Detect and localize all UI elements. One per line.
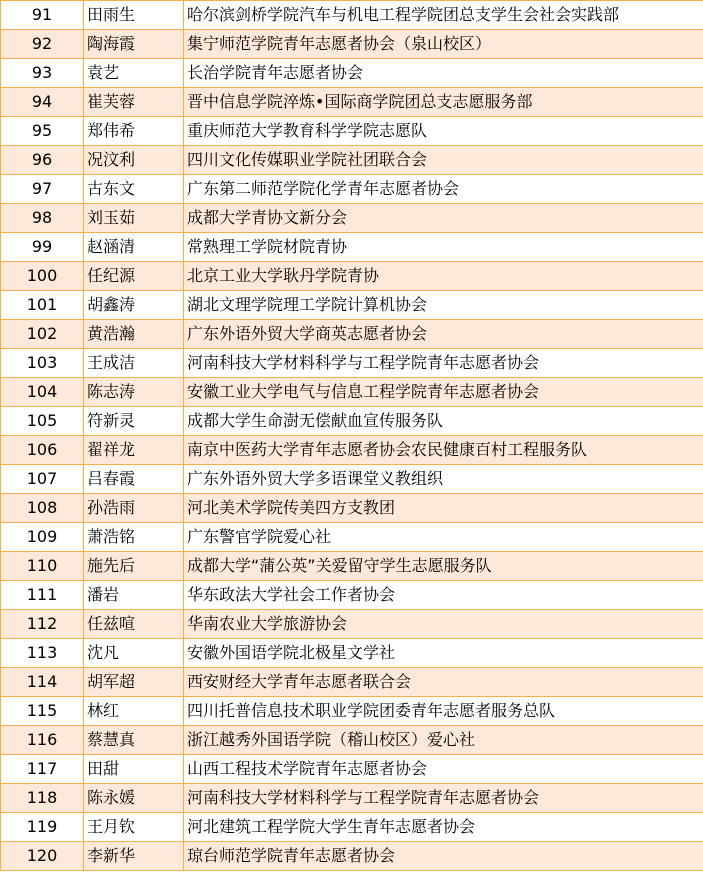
organization-name: 华东政法大学社会工作者协会 (184, 581, 703, 610)
row-number: 102 (1, 320, 84, 349)
person-name: 王月钦 (84, 813, 184, 842)
organization-name: 湖北文理学院理工学院计算机协会 (184, 291, 703, 320)
row-number: 115 (1, 697, 84, 726)
row-number: 107 (1, 465, 84, 494)
row-number: 112 (1, 610, 84, 639)
person-name: 况汶利 (84, 146, 184, 175)
table-row (1, 668, 703, 697)
organization-name: 重庆师范大学教育科学学院志愿队 (184, 117, 703, 146)
table-row (1, 610, 703, 639)
organization-name: 成都大学生命澍无偿献血宣传服务队 (184, 407, 703, 436)
person-name: 潘岩 (84, 581, 184, 610)
organization-name: 北京工业大学耿丹学院青协 (184, 262, 703, 291)
organization-name: 琼台师范学院青年志愿者协会 (184, 842, 703, 871)
table-row (1, 291, 703, 320)
row-number: 111 (1, 581, 84, 610)
person-name: 符新灵 (84, 407, 184, 436)
organization-name: 集宁师范学院青年志愿者协会（泉山校区） (184, 30, 703, 59)
row-number: 92 (1, 30, 84, 59)
table-row (1, 349, 703, 378)
organization-name: 长治学院青年志愿者协会 (184, 59, 703, 88)
row-number: 106 (1, 436, 84, 465)
person-name: 孙浩雨 (84, 494, 184, 523)
table-row (1, 407, 703, 436)
person-name: 陶海霞 (84, 30, 184, 59)
organization-name: 哈尔滨剑桥学院汽车与机电工程学院团总支学生会社会实践部 (184, 1, 703, 30)
row-number: 93 (1, 59, 84, 88)
table-row (1, 726, 703, 755)
organization-name: 河北建筑工程学院大学生青年志愿者协会 (184, 813, 703, 842)
person-name: 田甜 (84, 755, 184, 784)
person-name: 蔡慧真 (84, 726, 184, 755)
row-number: 105 (1, 407, 84, 436)
organization-name: 广东外语外贸大学多语课堂义教组织 (184, 465, 703, 494)
table-row (1, 697, 703, 726)
row-number: 103 (1, 349, 84, 378)
person-name: 翟祥龙 (84, 436, 184, 465)
row-number: 120 (1, 842, 84, 871)
organization-name: 浙江越秀外国语学院（稽山校区）爱心社 (184, 726, 703, 755)
organization-name: 广东第二师范学院化学青年志愿者协会 (184, 175, 703, 204)
row-number: 100 (1, 262, 84, 291)
organization-name: 广东警官学院爱心社 (184, 523, 703, 552)
organization-name: 成都大学“蒲公英”关爱留守学生志愿服务队 (184, 552, 703, 581)
organization-name: 广东外语外贸大学商英志愿者协会 (184, 320, 703, 349)
organization-name: 河北美术学院传美四方支教团 (184, 494, 703, 523)
row-number: 96 (1, 146, 84, 175)
person-name: 崔芙蓉 (84, 88, 184, 117)
organization-name: 安徽外国语学院北极星文学社 (184, 639, 703, 668)
organization-name: 常熟理工学院材院青协 (184, 233, 703, 262)
table-row (1, 175, 703, 204)
row-number: 94 (1, 88, 84, 117)
row-number: 117 (1, 755, 84, 784)
table-row (1, 465, 703, 494)
person-name: 田雨生 (84, 1, 184, 30)
organization-name: 河南科技大学材料科学与工程学院青年志愿者协会 (184, 349, 703, 378)
table-row (1, 784, 703, 813)
table-row (1, 581, 703, 610)
table-row (1, 262, 703, 291)
table-row (1, 204, 703, 233)
person-name: 陈永媛 (84, 784, 184, 813)
person-name: 李新华 (84, 842, 184, 871)
table-row (1, 146, 703, 175)
table-row (1, 30, 703, 59)
table-row (1, 755, 703, 784)
organization-name: 河南科技大学材料科学与工程学院青年志愿者协会 (184, 784, 703, 813)
row-number: 104 (1, 378, 84, 407)
row-number: 118 (1, 784, 84, 813)
row-number: 91 (1, 1, 84, 30)
person-name: 胡军超 (84, 668, 184, 697)
row-number: 99 (1, 233, 84, 262)
table-row (1, 436, 703, 465)
person-name: 沈凡 (84, 639, 184, 668)
row-number: 116 (1, 726, 84, 755)
row-number: 108 (1, 494, 84, 523)
person-name: 任兹喧 (84, 610, 184, 639)
table-row (1, 842, 703, 871)
organization-name: 山西工程技术学院青年志愿者协会 (184, 755, 703, 784)
person-name: 吕春霞 (84, 465, 184, 494)
organization-name: 四川托普信息技术职业学院团委青年志愿者服务总队 (184, 697, 703, 726)
organization-name: 安徽工业大学电气与信息工程学院青年志愿者协会 (184, 378, 703, 407)
person-name: 萧浩铭 (84, 523, 184, 552)
table-row (1, 639, 703, 668)
person-name: 袁艺 (84, 59, 184, 88)
row-number: 110 (1, 552, 84, 581)
organization-name: 华南农业大学旅游协会 (184, 610, 703, 639)
person-name: 林红 (84, 697, 184, 726)
organization-name: 西安财经大学青年志愿者联合会 (184, 668, 703, 697)
organization-name: 成都大学青协文新分会 (184, 204, 703, 233)
person-name: 胡鑫涛 (84, 291, 184, 320)
row-number: 101 (1, 291, 84, 320)
row-number: 114 (1, 668, 84, 697)
person-name: 王成洁 (84, 349, 184, 378)
organization-name: 晋中信息学院淬炼•国际商学院团总支志愿服务部 (184, 88, 703, 117)
row-number: 95 (1, 117, 84, 146)
row-number: 119 (1, 813, 84, 842)
table-row (1, 88, 703, 117)
person-name: 刘玉茹 (84, 204, 184, 233)
person-name: 古东文 (84, 175, 184, 204)
table-row (1, 523, 703, 552)
person-name: 任纪源 (84, 262, 184, 291)
person-name: 黄浩瀚 (84, 320, 184, 349)
table-row (1, 59, 703, 88)
person-name: 赵涵清 (84, 233, 184, 262)
organization-name: 四川文化传媒职业学院社团联合会 (184, 146, 703, 175)
table-row (1, 233, 703, 262)
table-row (1, 1, 703, 30)
organization-name: 南京中医药大学青年志愿者协会农民健康百村工程服务队 (184, 436, 703, 465)
table-row (1, 494, 703, 523)
row-number: 98 (1, 204, 84, 233)
person-name: 施先后 (84, 552, 184, 581)
table-row (1, 813, 703, 842)
row-number: 97 (1, 175, 84, 204)
row-number: 113 (1, 639, 84, 668)
person-name: 陈志涛 (84, 378, 184, 407)
person-name: 郑伟希 (84, 117, 184, 146)
table-row (1, 320, 703, 349)
table-row (1, 378, 703, 407)
table-row (1, 552, 703, 581)
row-number: 109 (1, 523, 84, 552)
table-body (1, 1, 703, 871)
table-row (1, 117, 703, 146)
